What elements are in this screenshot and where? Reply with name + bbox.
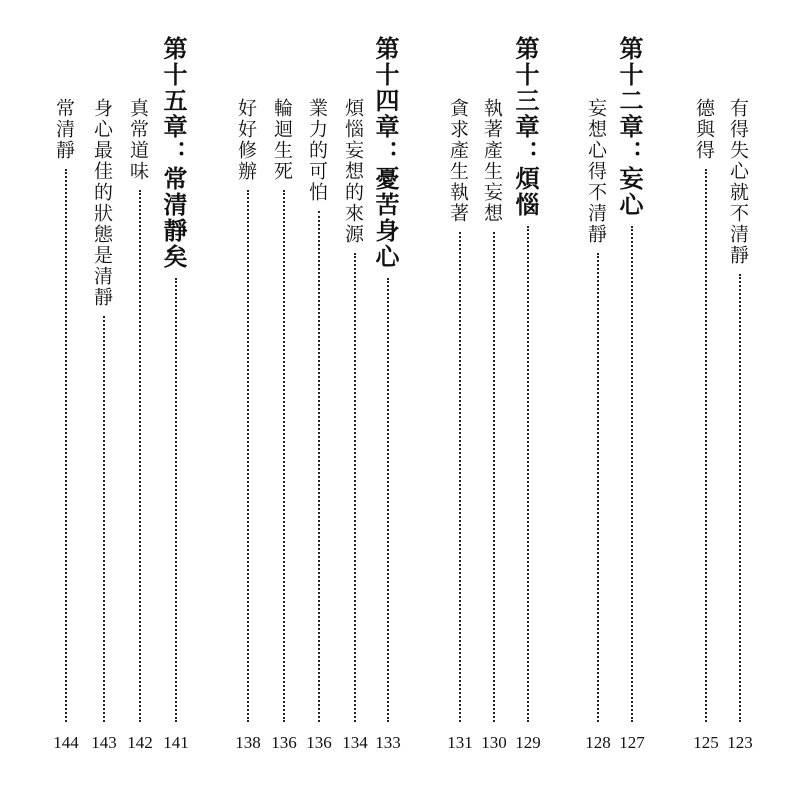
toc-section-entry <box>90 98 118 722</box>
section-title: 執著產生妄想 <box>481 98 503 224</box>
dot-leader <box>103 316 105 722</box>
toc-section-entry <box>446 98 474 722</box>
page-number: 128 <box>585 733 611 752</box>
page-number: 125 <box>693 733 719 752</box>
toc-chapter-entry <box>615 36 649 722</box>
toc-section-entry <box>480 98 508 722</box>
dot-leader <box>65 169 67 722</box>
page-number: 130 <box>481 733 507 752</box>
chapter-title: 第十三章：煩惱 <box>511 36 540 218</box>
dot-leader <box>354 253 356 722</box>
dot-leader <box>387 278 389 722</box>
toc-section-entry <box>305 98 333 722</box>
toc-section-entry <box>584 98 612 722</box>
section-title: 德與得 <box>693 98 715 161</box>
section-title: 常清靜 <box>53 98 75 161</box>
page-number: 133 <box>375 733 401 752</box>
section-title: 好好修辦 <box>235 98 257 182</box>
dot-leader <box>175 278 177 722</box>
page-number: 127 <box>619 733 645 752</box>
dot-leader <box>739 274 741 722</box>
toc-section-entry <box>234 98 262 722</box>
chapter-title: 第十四章：憂苦身心 <box>371 36 400 270</box>
page-number: 131 <box>447 733 473 752</box>
dot-leader <box>247 190 249 722</box>
chapter-title: 第十二章：妄心 <box>615 36 644 218</box>
dot-leader <box>527 226 529 722</box>
toc-chapter-entry <box>511 36 545 722</box>
dot-leader <box>139 190 141 722</box>
page-number: 129 <box>515 733 541 752</box>
section-title: 身心最佳的狀態是清靜 <box>91 98 113 308</box>
section-title: 妄想心得不清靜 <box>585 98 607 245</box>
section-title: 業力的可怕 <box>306 98 328 203</box>
page-number: 141 <box>163 733 189 752</box>
page-number: 134 <box>342 733 368 752</box>
toc-section-entry <box>52 36 80 722</box>
dot-leader <box>705 169 707 722</box>
page-number: 136 <box>306 733 332 752</box>
toc-section-entry <box>692 36 720 722</box>
toc-section-entry <box>341 98 369 722</box>
section-title: 貪求產生執著 <box>447 98 469 224</box>
toc-chapter-entry <box>159 36 193 722</box>
dot-leader <box>459 232 461 722</box>
page-number: 123 <box>727 733 753 752</box>
page-number: 143 <box>91 733 117 752</box>
section-title: 真常道味 <box>127 98 149 182</box>
toc-section-entry <box>726 36 754 722</box>
section-title: 有得失心就不清靜 <box>727 98 749 266</box>
toc-chapter-entry <box>371 36 405 722</box>
section-title: 輪迴生死 <box>271 98 293 182</box>
page-number: 138 <box>235 733 261 752</box>
page-number: 142 <box>127 733 153 752</box>
toc-section-entry <box>270 98 298 722</box>
page-number: 136 <box>271 733 297 752</box>
toc-section-entry <box>126 98 154 722</box>
chapter-title: 第十五章：常清靜矣 <box>159 36 188 270</box>
page-number: 144 <box>53 733 79 752</box>
dot-leader <box>597 253 599 722</box>
dot-leader <box>493 232 495 722</box>
dot-leader <box>318 211 320 722</box>
dot-leader <box>283 190 285 722</box>
section-title: 煩惱妄想的來源 <box>342 98 364 245</box>
dot-leader <box>631 226 633 722</box>
